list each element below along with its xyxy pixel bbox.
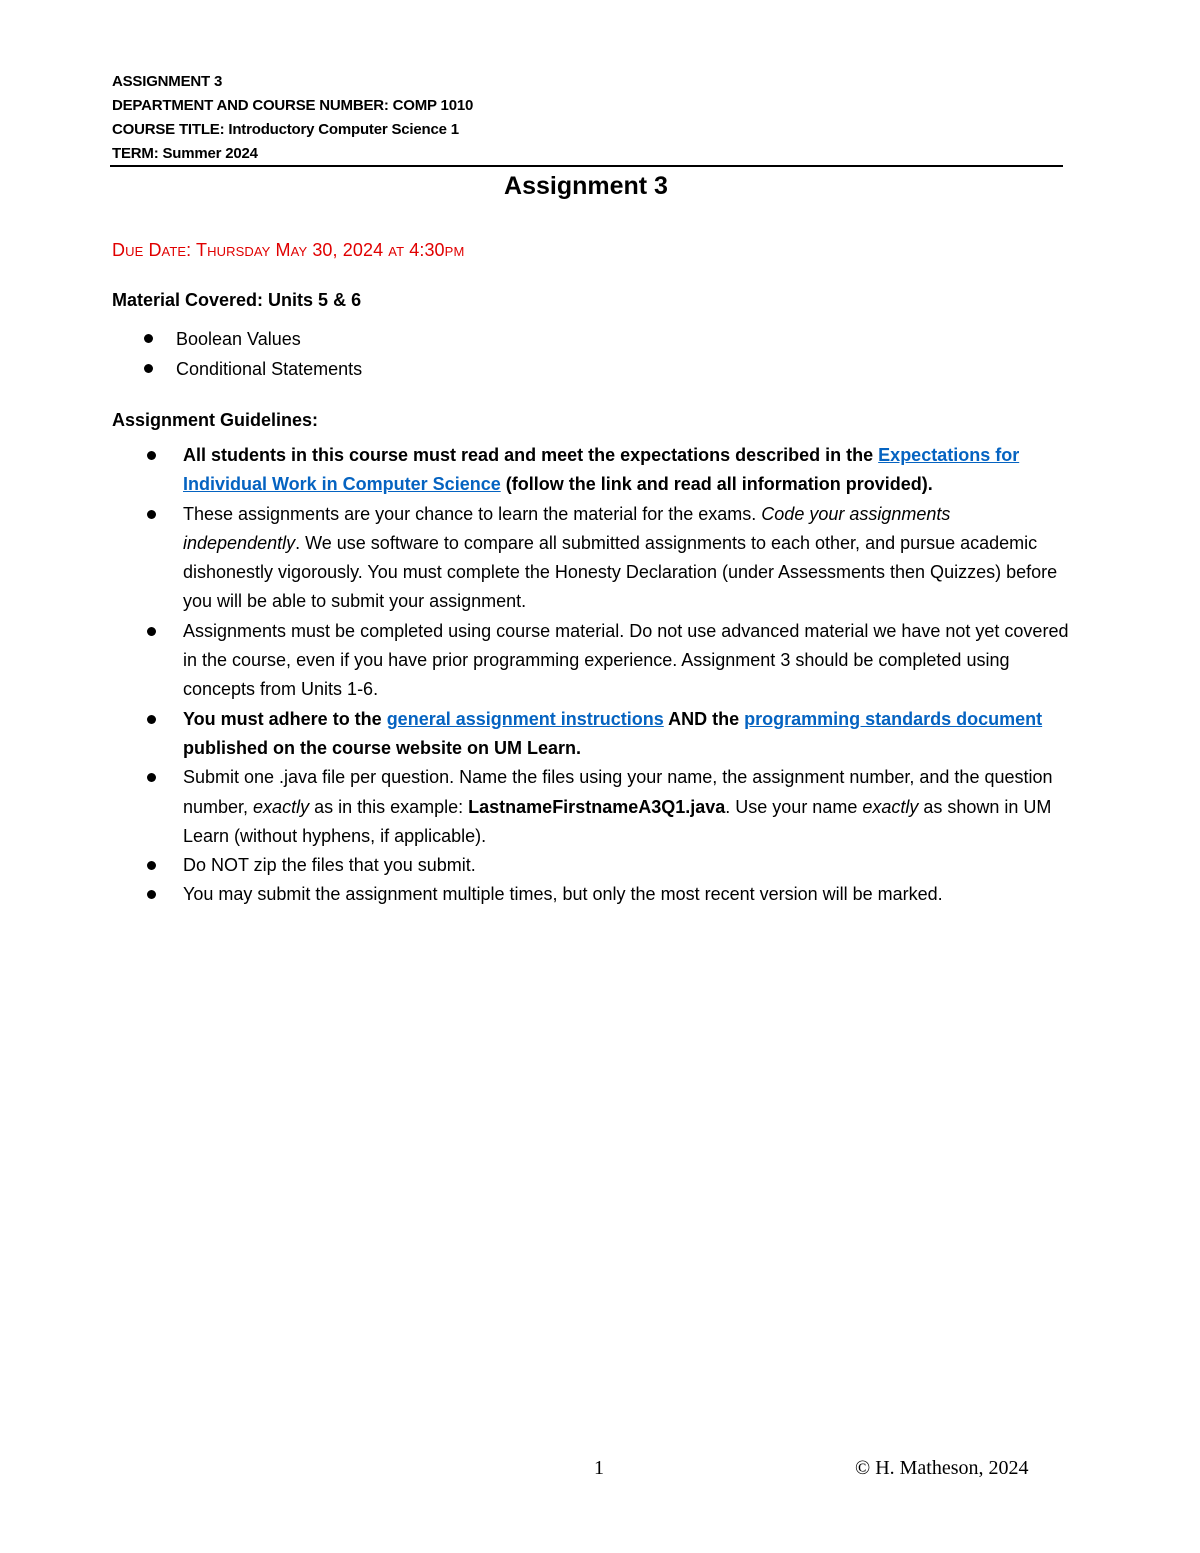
list-item: All students in this course must read and meet the expectations described in the Expectations for Individual Work in Computer Science (follow the link and read all information provided). — [112, 441, 1072, 500]
header-course-title: COURSE TITLE: Introductory Computer Science 1 — [112, 121, 459, 138]
bullet-icon — [144, 334, 153, 343]
list-item: Submit one .java file per question. Name the files using your name, the assignment number, and the question number, exactly as in this example: LastnameFirstnameA3Q1.java. Use your name exactly as shown in UM Learn (without hyphens, if applicable). — [112, 763, 1072, 851]
list-item: Boolean Values — [112, 324, 362, 354]
bullet-icon — [147, 510, 156, 519]
document-header — [112, 70, 1062, 166]
due-date: Due Date: Thursday May 30, 2024 at 4:30pm — [112, 240, 465, 260]
list-item: You may submit the assignment multiple times, but only the most recent version will be marked. — [112, 880, 1072, 909]
header-assignment: ASSIGNMENT 3 — [112, 73, 223, 90]
general-instructions-link[interactable]: general assignment instructions — [386, 708, 664, 729]
list-item: These assignments are your chance to learn the material for the exams. Code your assignments independently. We use software to compare all submitted assignments to each other, and pursue academic dishonestly vigorously. You must complete the Honesty Declaration (under Assessments then Quizzes) before you will be able to submit your assignment. — [112, 500, 1072, 617]
bullet-icon — [147, 715, 156, 724]
bullet-icon — [147, 451, 156, 460]
bullet-icon — [144, 364, 153, 373]
list-item: You must adhere to the general assignment instructions AND the programming standards document published on the course website on UM Learn. — [112, 705, 1072, 764]
header-divider — [110, 165, 1063, 167]
header-term: TERM: Summer 2024 — [112, 145, 258, 162]
example-filename: LastnameFirstnameA3Q1.java — [468, 796, 726, 817]
material-list — [112, 324, 362, 384]
bullet-icon — [147, 627, 156, 636]
page-number: 1 — [594, 1457, 604, 1479]
bullet-icon — [147, 773, 156, 782]
copyright: © H. Matheson, 2024 — [855, 1457, 1029, 1479]
bullet-icon — [147, 890, 156, 899]
page-title: Assignment 3 — [504, 172, 668, 200]
expectations-link[interactable]: Expectations for Individual Work in Computer Science — [183, 445, 1020, 495]
list-item: Assignments must be completed using course material. Do not use advanced material we have not yet covered in the course, even if you have prior programming experience. Assignment 3 should be completed using concepts from Units 1-6. — [112, 617, 1072, 705]
guidelines-heading: Assignment Guidelines: — [112, 410, 319, 430]
header-course-number: DEPARTMENT AND COURSE NUMBER: COMP 1010 — [112, 97, 474, 114]
programming-standards-link[interactable]: programming standards document — [744, 708, 1043, 729]
guidelines-list — [112, 441, 1072, 910]
list-item: Conditional Statements — [112, 354, 362, 384]
material-heading: Material Covered: Units 5 & 6 — [112, 290, 362, 310]
bullet-icon — [147, 861, 156, 870]
list-item: Do NOT zip the files that you submit. — [112, 851, 1072, 880]
